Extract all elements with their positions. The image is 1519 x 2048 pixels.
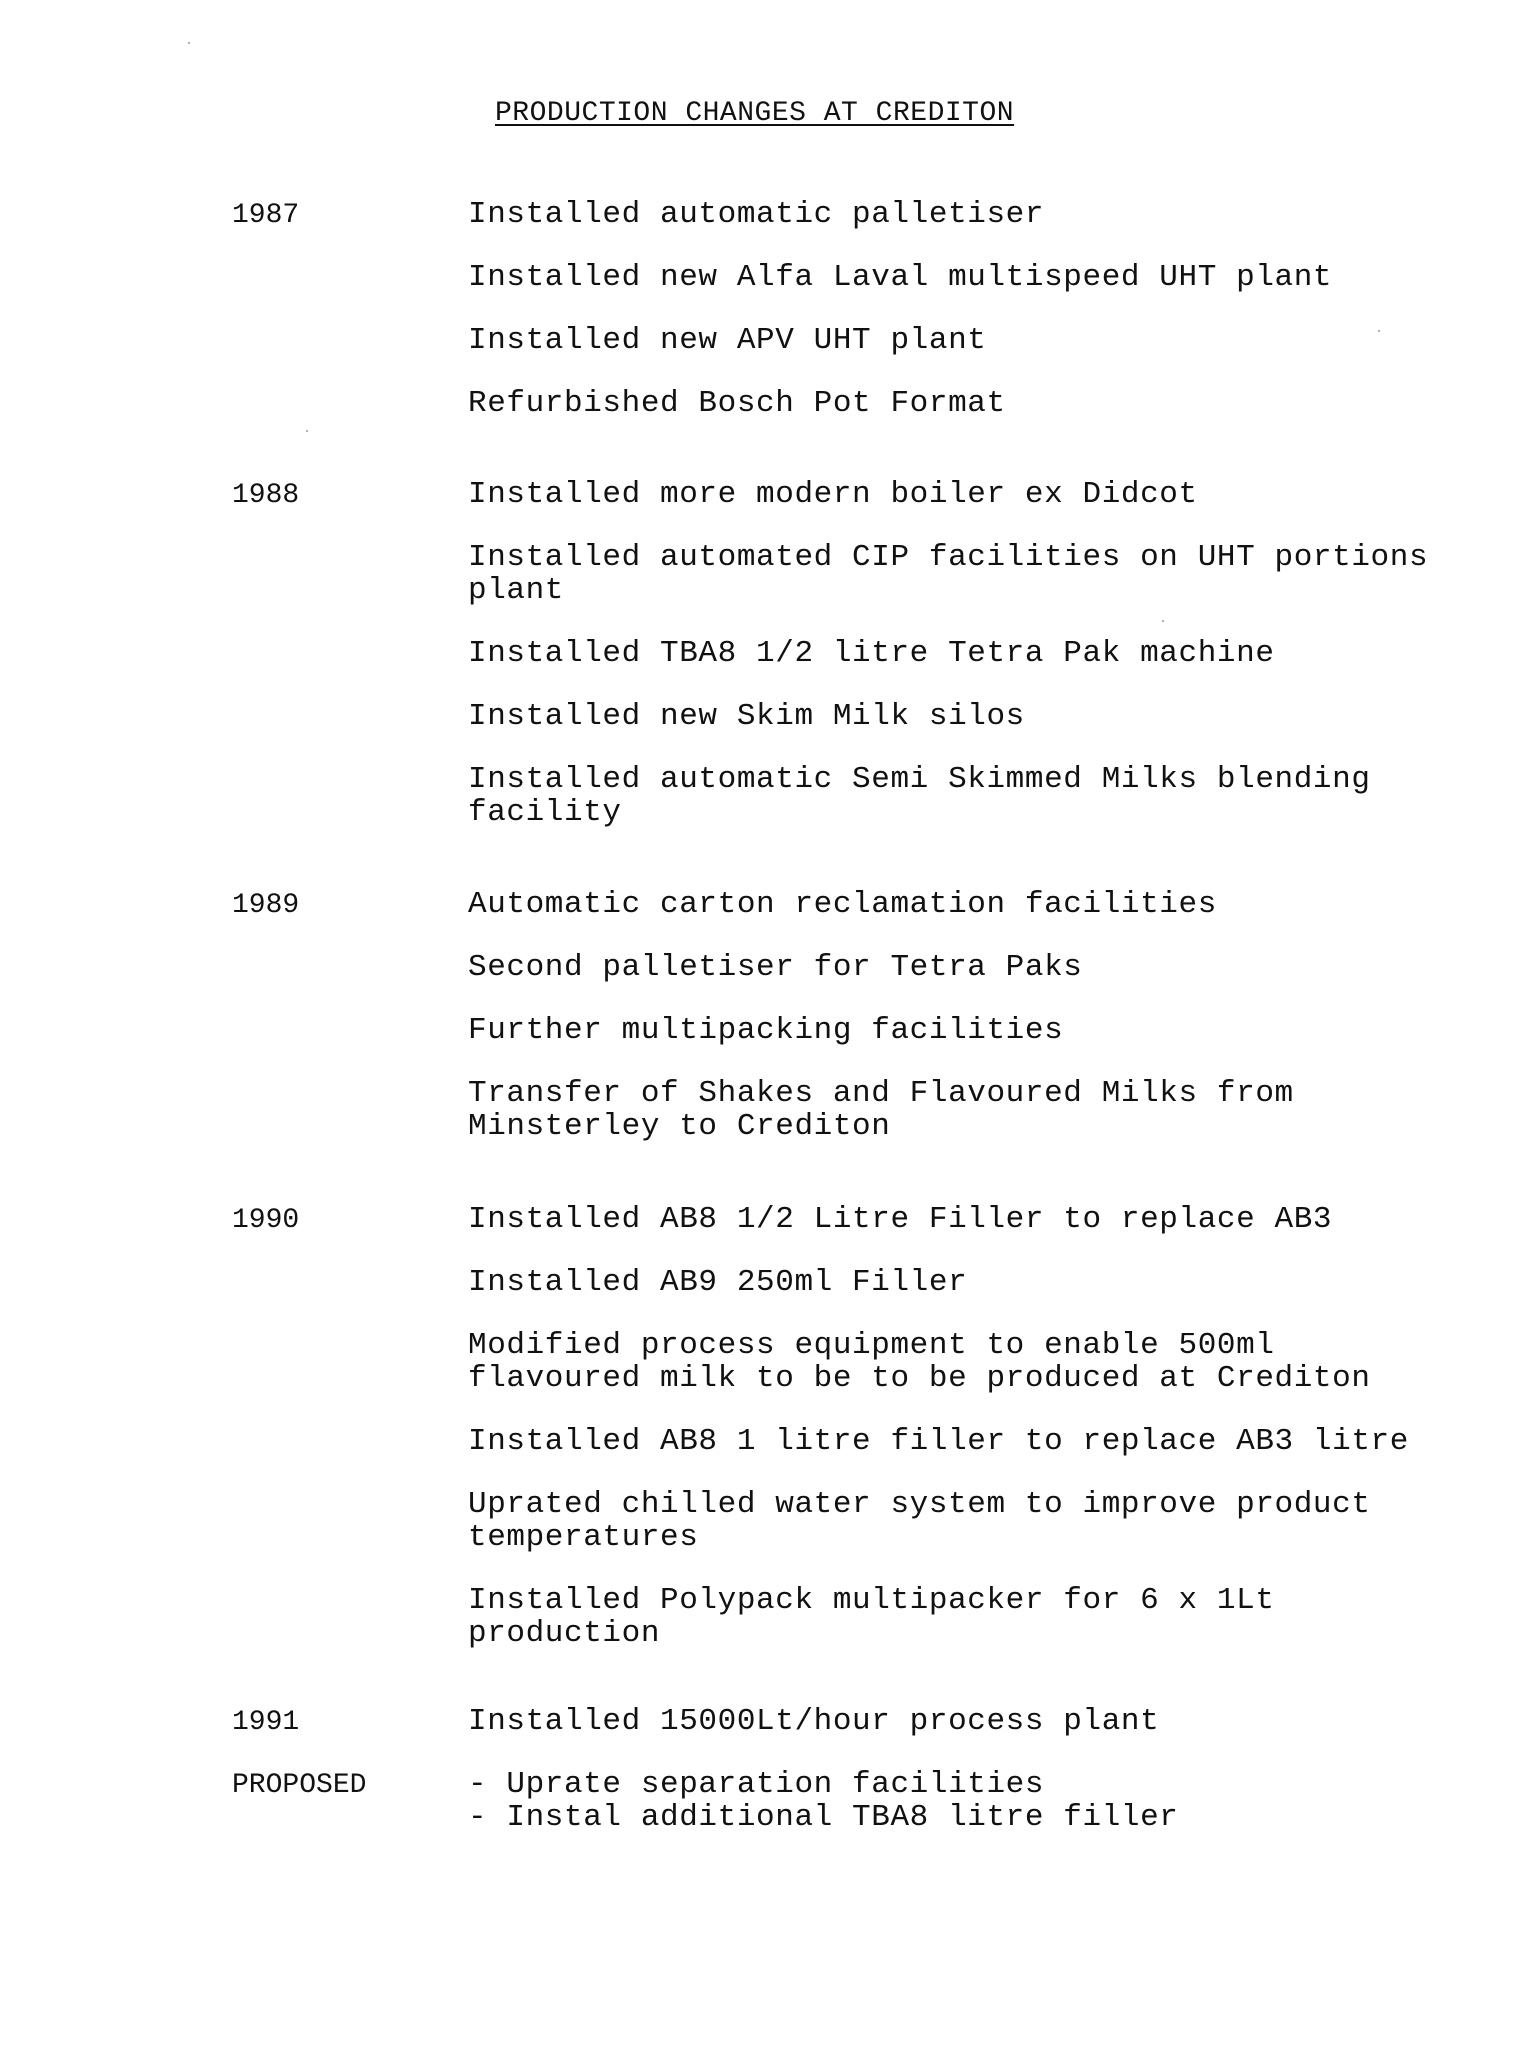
- entry: Installed AB8 1 litre filler to replace AB3 litre: [468, 1424, 1409, 1459]
- entry: Second palletiser for Tetra Paks: [468, 950, 1083, 985]
- entry: Installed new APV UHT plant: [468, 323, 987, 358]
- document-title: PRODUCTION CHANGES AT CREDITON: [495, 98, 1015, 129]
- entry: Modified process equipment to enable 500ml flavoured milk to be to be produced at Crediton: [468, 1328, 1371, 1396]
- section-year: 1991: [232, 1707, 300, 1738]
- entry: Installed automatic palletiser: [468, 197, 1045, 232]
- entry: Uprated chilled water system to improve product temperatures: [468, 1487, 1390, 1555]
- entry: Installed AB8 1/2 Litre Filler to replace AB3: [468, 1202, 1333, 1237]
- entry-list: [468, 1768, 1478, 1834]
- entry: Installed automated CIP facilities on UHT portions plant: [468, 540, 1448, 608]
- entry-list: [468, 1203, 1478, 1680]
- entry: Installed new Skim Milk silos: [468, 699, 1025, 734]
- entry-list: [468, 1705, 1478, 1738]
- entry: - Instal additional TBA8 litre filler: [468, 1800, 1179, 1835]
- entry: Installed new Alfa Laval multispeed UHT plant: [468, 260, 1333, 295]
- entry: Further multipacking facilities: [468, 1013, 1064, 1048]
- entry: Transfer of Shakes and Flavoured Milks from Minsterley to Crediton: [468, 1076, 1313, 1144]
- entry-list: [468, 198, 1478, 450]
- section-year: 1987: [232, 200, 300, 231]
- entry-list: [468, 478, 1478, 859]
- scan-speck: [1378, 330, 1380, 332]
- entry-list: [468, 888, 1478, 1173]
- scan-speck: [1162, 620, 1164, 622]
- entry: Installed 15000Lt/hour process plant: [468, 1704, 1160, 1739]
- scan-speck: [306, 430, 308, 432]
- entry: Refurbished Bosch Pot Format: [468, 386, 1006, 421]
- section-year: 1988: [232, 480, 300, 511]
- entry: - Uprate separation facilities: [468, 1767, 1045, 1802]
- entry: Installed AB9 250ml Filler: [468, 1265, 968, 1300]
- section-year: 1990: [232, 1205, 300, 1236]
- entry: Installed automatic Semi Skimmed Milks blending facility: [468, 762, 1390, 830]
- entry: Automatic carton reclamation facilities: [468, 887, 1217, 922]
- section-year: PROPOSED: [232, 1770, 367, 1801]
- entry: Installed Polypack multipacker for 6 x 1Lt production: [468, 1583, 1294, 1651]
- entry: Installed TBA8 1/2 litre Tetra Pak machine: [468, 636, 1275, 671]
- section-year: 1989: [232, 890, 300, 921]
- scan-speck: [188, 42, 190, 44]
- entry: Installed more modern boiler ex Didcot: [468, 477, 1198, 512]
